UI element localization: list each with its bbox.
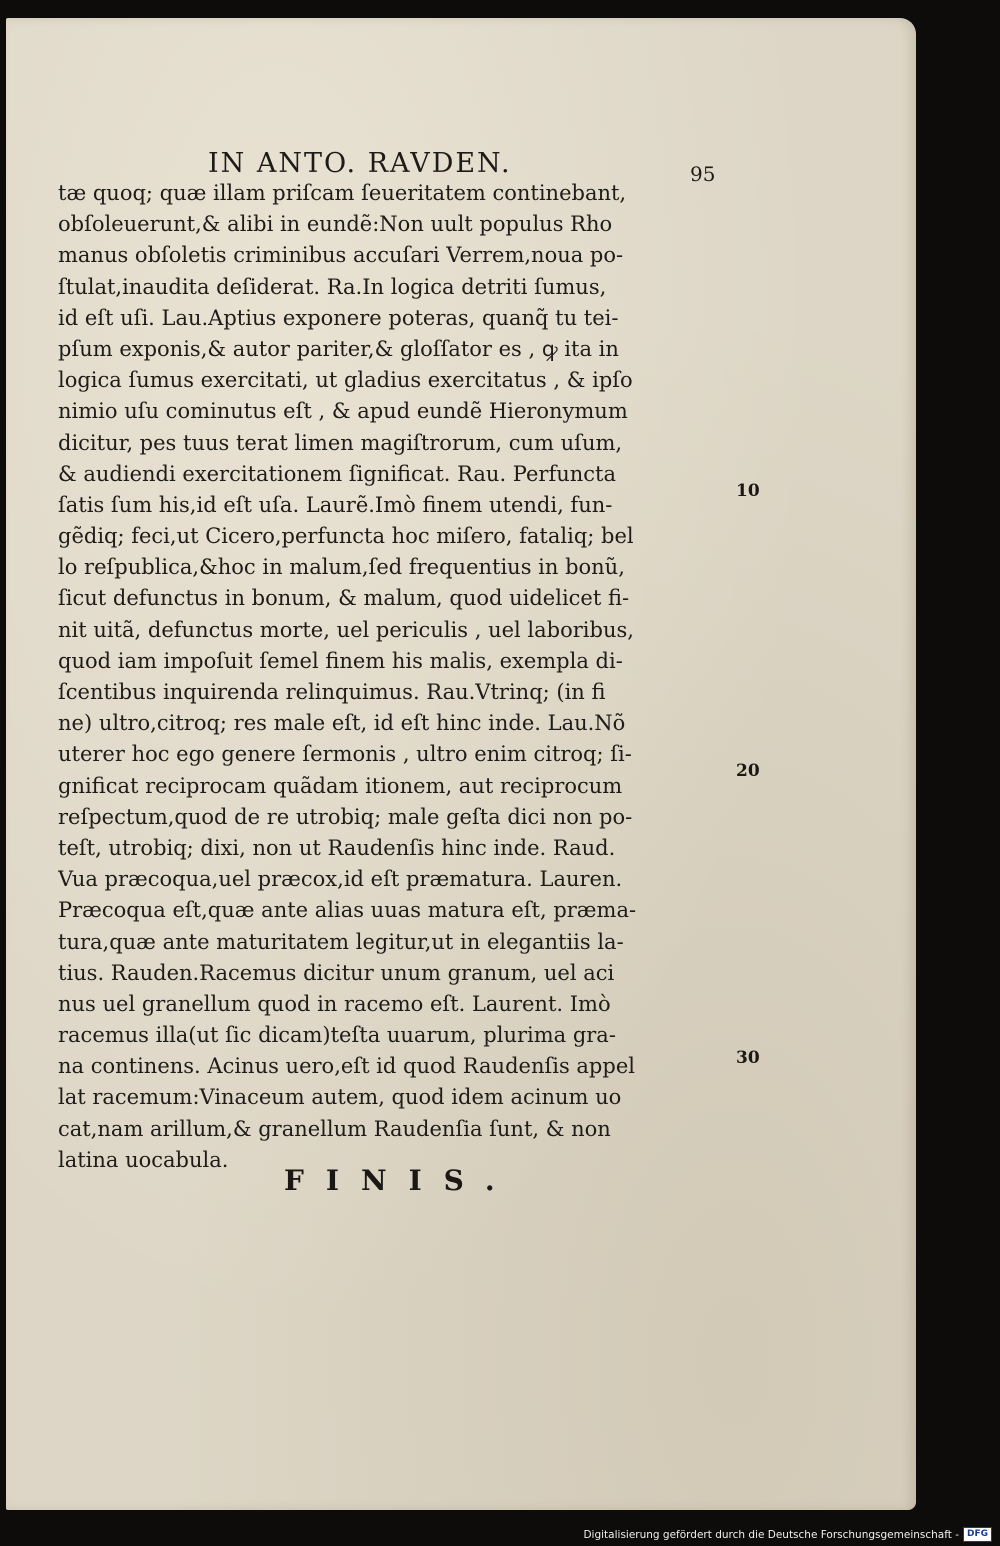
text-line: gẽdiq; feci,ut Cicero,perfuncta hoc miſero, fataliq; bel <box>58 524 634 549</box>
text-line: dicitur, pes tuus terat limen magiſtrorum, cum uſum, <box>58 430 623 455</box>
text-line: nimio uſu cominutus eſt , & apud eundẽ Hieronymum <box>58 399 628 424</box>
digitization-credit <box>583 1527 992 1542</box>
running-head: IN ANTO. RAVDEN. <box>208 148 512 179</box>
text-line: manus obſoletis criminibus accuſari Verrem,noua po- <box>58 243 624 268</box>
text-line: ſicut defunctus in bonum, & malum, quod uidelicet fi- <box>58 586 630 611</box>
text-block <box>58 178 728 1176</box>
text-line: ne) ultro,citroq; res male eſt, id eſt hinc inde. Lau.Nõ <box>58 711 626 736</box>
folio-number: 95 <box>690 162 716 186</box>
finis-colophon: FINIS. <box>284 1164 517 1197</box>
text-line: nit uitã, defunctus morte, uel periculis , uel laboribus, <box>58 617 634 642</box>
text-line: ſcentibus inquirenda relinquimus. Rau.Vtrinq; (in fi <box>58 680 606 704</box>
dfg-logo: DFG <box>963 1527 992 1542</box>
text-line: logica ſumus exercitati, ut gladius exercitatus , & ipſo <box>58 368 633 393</box>
credit-text: Digitalisierung gefördert durch die Deutsche Forschungsgemeinschaft - <box>583 1528 959 1541</box>
margin-number-30: 30 <box>736 1048 760 1068</box>
text-line: gnificat reciprocam quãdam itionem, aut reciprocum <box>58 773 623 798</box>
book-page <box>6 18 916 1510</box>
text-line: Præcoqua eſt,quæ ante alias uuas matura eſt, præma- <box>58 898 637 923</box>
text-line: reſpectum,quod de re utrobiq; male geſta dici non po- <box>58 804 633 829</box>
text-line: latina uocabula. <box>58 1147 229 1172</box>
text-line: cat,nam arillum,& granellum Raudenſia ſunt, & non <box>58 1116 611 1141</box>
text-line: ſatis ſum his,id eſt uſa. Laurẽ.Imò finem utendi, fun- <box>58 492 613 517</box>
text-line: id eſt uſi. Lau.Aptius exponere poteras, quanq̃ tu tei- <box>58 305 619 330</box>
text-line: pſum exponis,& autor pariter,& gloſſator es , ꝙ ita in <box>58 336 619 361</box>
text-line: & audiendi exercitationem ſignificat. Rau. Perfuncta <box>58 461 617 486</box>
text-line: nus uel granellum quod in racemo eſt. Laurent. Imò <box>58 991 611 1016</box>
text-line: ſtulat,inaudita deſiderat. Ra.In logica detriti ſumus, <box>58 274 607 299</box>
text-line: tæ quoq; quæ illam priſcam ſeueritatem continebant, <box>58 181 627 205</box>
text-line: uterer hoc ego genere ſermonis , ultro enim citroq; ſi- <box>58 742 632 767</box>
text-line: tius. Rauden.Racemus dicitur unum granum, uel aci <box>58 960 615 985</box>
text-line: obſoleuerunt,& alibi in eundẽ:Non uult populus Rho <box>58 212 613 237</box>
text-line: na continens. Acinus uero,eſt id quod Raudenſis appel <box>58 1054 635 1079</box>
text-line: racemus illa(ut ſic dicam)teſta uuarum, plurima gra- <box>58 1023 616 1048</box>
text-line: lo reſpublica,&hoc in malum,ſed frequentius in bonũ, <box>58 555 625 580</box>
text-line: Vua præcoqua,uel præcox,id eſt præmatura. Lauren. <box>58 867 623 892</box>
text-line: quod iam impoſuit ſemel finem his malis, exempla di- <box>58 648 623 673</box>
text-line: teſt, utrobiq; dixi, non ut Raudenſis hinc inde. Raud. <box>58 835 616 860</box>
text-line: lat racemum:Vinaceum autem, quod idem acinum uo <box>58 1085 622 1110</box>
text-line: tura,quæ ante maturitatem legitur,ut in elegantiis la- <box>58 929 624 954</box>
margin-number-10: 10 <box>736 481 760 501</box>
margin-number-20: 20 <box>736 761 760 781</box>
